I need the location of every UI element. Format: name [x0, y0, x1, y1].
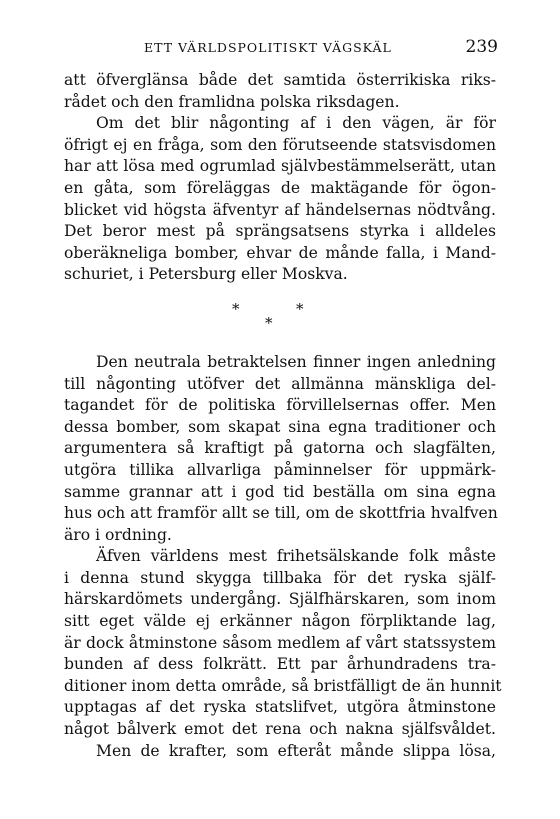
text-line: till någonting utöfver det allmänna mänskliga del-	[64, 374, 496, 393]
text-line: har att lösa med ogrumlad självbestämmelserätt, utan	[64, 157, 496, 176]
text-line: öfrigt ej en fråga, som den förutseende statsvisdomen	[64, 135, 496, 154]
text-line: i denna stund skygga tillbaka för det ryska själf-	[64, 568, 496, 587]
separator-asterisk: *	[265, 313, 273, 332]
text-line: rådet och den framlidna polska riksdagen.	[64, 92, 400, 111]
text-line: är dock åtminstone såsom medlem af vårt statssystem	[64, 633, 496, 652]
text-line: ditioner inom detta område, så bristfälligt de än hunnit	[64, 676, 502, 695]
page-number: 239	[465, 37, 498, 57]
page-header	[64, 37, 498, 68]
text-line: hus och att framför allt se till, om de skottfria hvalfven	[64, 504, 498, 523]
separator-asterisk: *	[232, 299, 240, 318]
text-line: schuriet, i Petersburg eller Moskva.	[64, 265, 348, 284]
running-head: ETT VÄRLDSPOLITISKT VÄGSKÄL	[144, 40, 392, 55]
text-line: Äfven världens mest frihetsälskande folk måste	[96, 547, 496, 566]
text-line: upptagas af det ryska statslifvet, utgöra åtminstone	[64, 698, 496, 717]
text-line: bunden af dess folkrätt. Ett par århundradens tra-	[64, 655, 496, 674]
text-line: härskardömets undergång. Själfhärskaren, som inom	[64, 590, 496, 609]
text-line: att öfverglänsa både det samtida österrikiska riks-	[64, 71, 496, 89]
text-line: utgöra tillika allvarliga påminnelser för uppmärk-	[64, 460, 496, 479]
text-section-1	[64, 70, 496, 286]
text-line: tagandet för de politiska förvillelsernas offer. Men	[64, 396, 496, 415]
text-line: blicket vid högsta äfventyr af händelsernas nödtvång.	[64, 200, 496, 219]
text-line: dessa bomber, som skapat sina egna traditioner och	[64, 417, 496, 436]
text-section-2	[64, 352, 502, 762]
section-separator	[64, 300, 496, 340]
text-line: Men de krafter, som efteråt månde slippa lösa,	[96, 741, 496, 760]
separator-asterisk: *	[296, 299, 304, 318]
text-line: sitt eget välde ej erkänner någon förpliktande lag,	[64, 612, 496, 631]
text-line: något bålverk emot det rena och nakna själfsvåldet.	[64, 720, 496, 739]
text-line: oberäkneliga bomber, ehvar de månde falla, i Mand-	[64, 243, 496, 262]
text-line: samme grannar att i god tid beställa om sina egna	[64, 482, 496, 501]
text-line: Om det blir någonting af i den vägen, är för	[96, 114, 496, 133]
text-line: en gåta, som föreläggas de maktägande för ögon-	[64, 178, 496, 197]
page	[64, 37, 502, 762]
text-line: Den neutrala betraktelsen finner ingen anledning	[96, 352, 496, 371]
text-line: Det beror mest på sprängsatsens styrka i alldeles	[64, 222, 496, 241]
text-line: argumentera så kraftigt på gatorna och slagfälten,	[64, 439, 496, 458]
text-line: äro i ordning.	[64, 525, 172, 544]
